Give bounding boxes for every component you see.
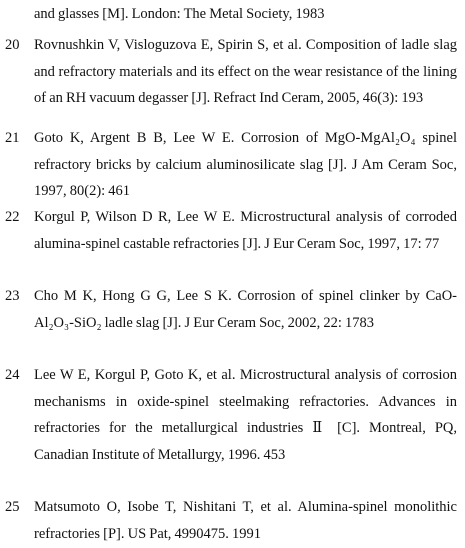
reference-number: 22 [5,209,20,225]
reference-text: Goto K, Argent B B, Lee W E. Corrosion of MgO-MgAl₂O₄ spinel refractory bricks by calcium aluminosilicate slag [J]. J Am Ceram Soc, 1997, 80(2): 461 [34,130,457,199]
reference-number: 20 [5,37,20,53]
reference-text: Matsumoto O, Isobe T, Nishitani T, et al. Alumina-spinel monolithic refractories [P]. US Pat, 4990475. 1991 [34,499,457,542]
reference-text: and glasses [M]. London: The Metal Society, 1983 [34,6,325,22]
reference-number: 23 [5,288,20,304]
reference-text: Cho M K, Hong G G, Lee S K. Corrosion of spinel clinker by CaO-Al₂O₃-SiO₂ ladle slag [J]. J Eur Ceram Soc, 2002, 22: 1783 [34,288,457,331]
reference-text: Rovnushkin V, Visloguzova E, Spirin S, et al. Composition of ladle slag and refractory materials and its effect on the wear resistance of the lining of an RH vacuum degasser [J]. Refract Ind Ceram, 2005, 46(3): 193 [34,37,457,106]
reference-text: Korgul P, Wilson D R, Lee W E. Microstructural analysis of corroded alumina-spinel castable refractories [J]. J Eur Ceram Soc, 1997, 17: 77 [34,209,457,252]
reference-number: 24 [5,367,20,383]
reference-number: 21 [5,130,20,146]
reference-number: 25 [5,499,20,515]
reference-text: Lee W E, Korgul P, Goto K, et al. Microstructural analysis of corrosion mechanisms in oxide-spinel steelmaking refractories. Advances in refractories for the metallurgical industries Ⅱ [C]. Montreal, PQ, Canadian Institute of Metallurgy, 1996. 453 [34,367,457,463]
